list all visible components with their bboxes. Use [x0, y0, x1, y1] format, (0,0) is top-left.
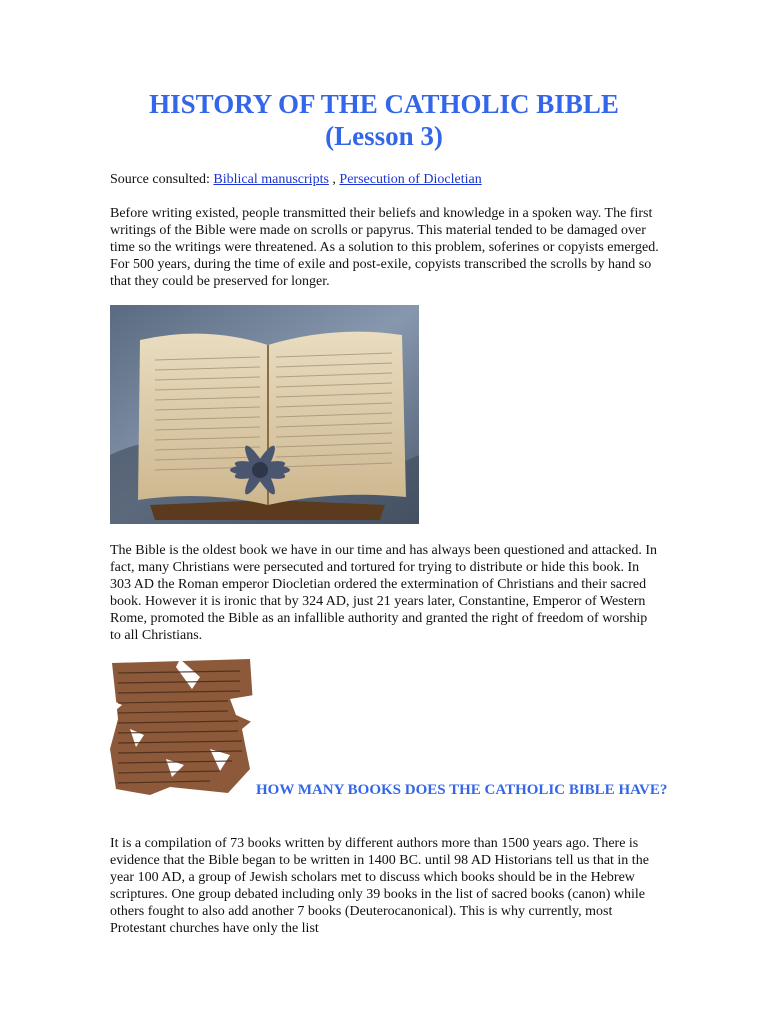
open-bible-photo — [110, 305, 419, 524]
source-line — [110, 171, 482, 188]
section-heading-text: HOW MANY BOOKS DOES THE CATHOLIC BIBLE HAVE? — [256, 782, 668, 798]
paragraph-writing-history: Before writing existed, people transmitted their beliefs and knowledge in a spoken way. The first writings of the Bible were made on scrolls or papyrus. This material tended to be damaged over time so the writings were threatened. As a solution to this problem, soferines or copyists emerged. For 500 years, during the time of exile and post-exile, copyists transcribed the scrolls by hand so that they could be preserved for longer. — [110, 206, 659, 289]
link-persecution-of-diocletian[interactable]: Persecution of Diocletian — [339, 172, 482, 187]
link-biblical-manuscripts[interactable]: Biblical manuscripts — [213, 172, 329, 187]
source-separator: , — [332, 172, 336, 187]
source-label: Source consulted: — [110, 172, 210, 187]
section-heading-books-count — [110, 781, 670, 799]
page-title — [0, 88, 768, 152]
paragraph-persecution: The Bible is the oldest book we have in our time and has always been questioned and attacked. In fact, many Christians were persecuted and tortured for trying to distribute or hide this book. In 303 AD the Roman emperor Diocletian ordered the extermination of Christians and their sacred book. However it is ironic that by 324 AD, just 21 years later, Constantine, Emperor of Western Rome, promoted the Bible as an infallible authority and granted the right of freedom of worship to all Christians. — [110, 543, 658, 643]
papyrus-fragment-photo — [110, 659, 254, 795]
title-line-1: HISTORY OF THE CATHOLIC BIBLE — [149, 89, 619, 119]
paragraph-compilation: It is a compilation of 73 books written by different authors more than 1500 years ago. There is evidence that the Bible began to be written in 1400 BC. until 98 AD Historians tell us that in the year 100 AD, a group of Jewish scholars met to discuss which books should be in the Hebrew scriptures. One group debated including only 39 books in the list of sacred books (canon) while others fought to also add another 7 books (Deuterocanonical). This is why currently, most Protestant churches have only the list — [110, 836, 649, 936]
title-line-2: (Lesson 3) — [325, 121, 443, 151]
